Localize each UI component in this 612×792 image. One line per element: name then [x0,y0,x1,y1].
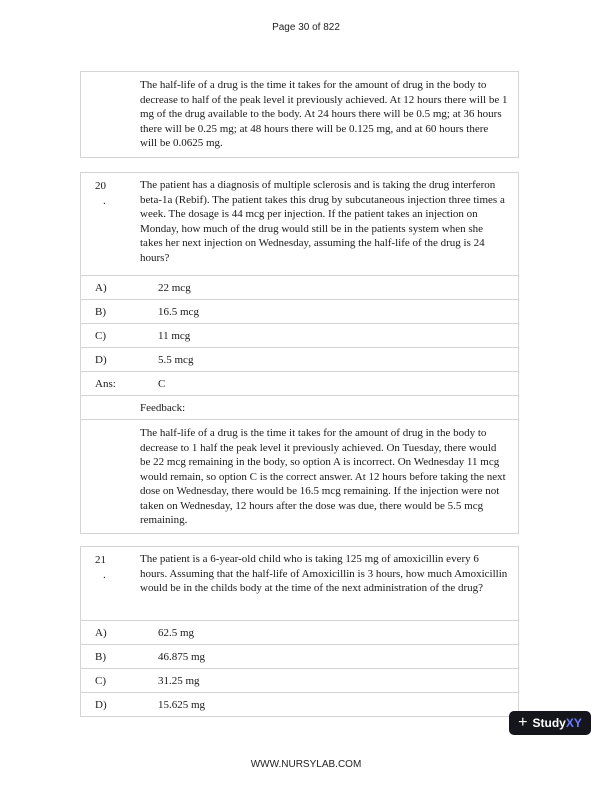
studyxy-logo-accent: XY [565,716,582,730]
question-20-stem-row [81,173,518,275]
option-row-d [81,692,518,716]
feedback-label: Feedback: [140,402,186,414]
answer-row [81,371,518,395]
question-number-value: 21 [95,554,106,566]
question-number-dot: . [103,568,106,581]
question-21-table [80,546,519,717]
prev-feedback-row [81,72,518,157]
question-number-value: 20 [95,180,106,192]
feedback-text-row [81,419,518,533]
option-row-a [81,275,518,299]
option-text: 11 mcg [158,330,191,342]
option-text: 15.625 mg [158,699,206,711]
option-row-b [81,299,518,323]
option-label: C) [95,330,106,342]
option-row-d [81,347,518,371]
feedback-label-row [81,395,518,419]
option-text: 31.25 mg [158,675,200,687]
option-row-c [81,323,518,347]
option-row-a [81,620,518,644]
feedback-text: The half-life of a drug is the time it takes for the amount of drug in the body to decrease to 1 half the peak level it previously achieved. On Tuesday, there would be 22 mcg remaining in the body, so option A is incorrect. On Wednesday 11 mcg would remain, so option C is the correct answer. At 12 hours before taking the next dose on Wednesday, there would be 16.5 mcg remaining. If the injection were not taken on Wednesday, 12 hours after the dose was due, there would be 5.5 mcg remaining. [140,427,506,526]
footer-site: WWW.NURSYLAB.COM [250,759,362,770]
option-row-c [81,668,518,692]
option-label: A) [95,282,107,294]
prev-feedback-spacer [81,72,126,157]
option-row-b [81,644,518,668]
option-text: 16.5 mcg [158,306,199,318]
option-text: 22 mcg [158,282,191,294]
option-label: B) [95,306,106,318]
option-label: D) [95,699,107,711]
answer-label: Ans: [95,378,116,390]
option-text: 5.5 mcg [158,354,194,366]
prev-feedback-text: The half-life of a drug is the time it takes for the amount of drug in the body to decrease to half of the peak level it previously achieved. At 12 hours there will be 1 mg of the drug available to the body. At 24 hours there will be 0.5 mg; at 36 hours there will be 0.25 mg; at 48 hours there will be 0.125 mg, and at 60 hours there will be 0.0625 mg. [140,79,508,149]
option-text: 46.875 mg [158,651,206,663]
feedback-label-spacer [81,396,126,419]
question-20-text: The patient has a diagnosis of multiple sclerosis and is taking the drug interferon beta-1a (Rebif). The patient takes this drug by subcutaneous injection three times a week. The dosage is 44 mcg per injection. If the patient takes an injection on Monday, how much of the drug would still be in the patients system when she takes her next injection on Wednesday, assuming the half-life of the drug is 24 hours? [140,179,505,264]
option-label: A) [95,627,107,639]
option-label: B) [95,651,106,663]
option-text: 62.5 mg [158,627,195,639]
answer-value: C [158,378,166,390]
question-21-text: The patient is a 6-year-old child who is taking 125 mg of amoxicillin every 6 hours. Assuming that the half-life of Amoxicillin is 3 hours, how much Amoxicillin would be in the childs body at the time of the next administration of the drug? [140,553,508,594]
feedback-text-spacer [81,420,126,533]
plus-icon: + [518,714,528,731]
page-number: Page 30 of 822 [272,22,340,33]
option-label: D) [95,354,107,366]
option-label: C) [95,675,106,687]
question-number-dot: . [103,194,106,207]
prev-feedback-table [80,71,519,158]
studyxy-logo-text: StudyXY [532,716,582,730]
question-number [81,547,126,620]
question-21-stem-row [81,547,518,620]
question-20-table [80,172,519,534]
question-number [81,173,126,275]
studyxy-logo[interactable] [509,711,591,735]
